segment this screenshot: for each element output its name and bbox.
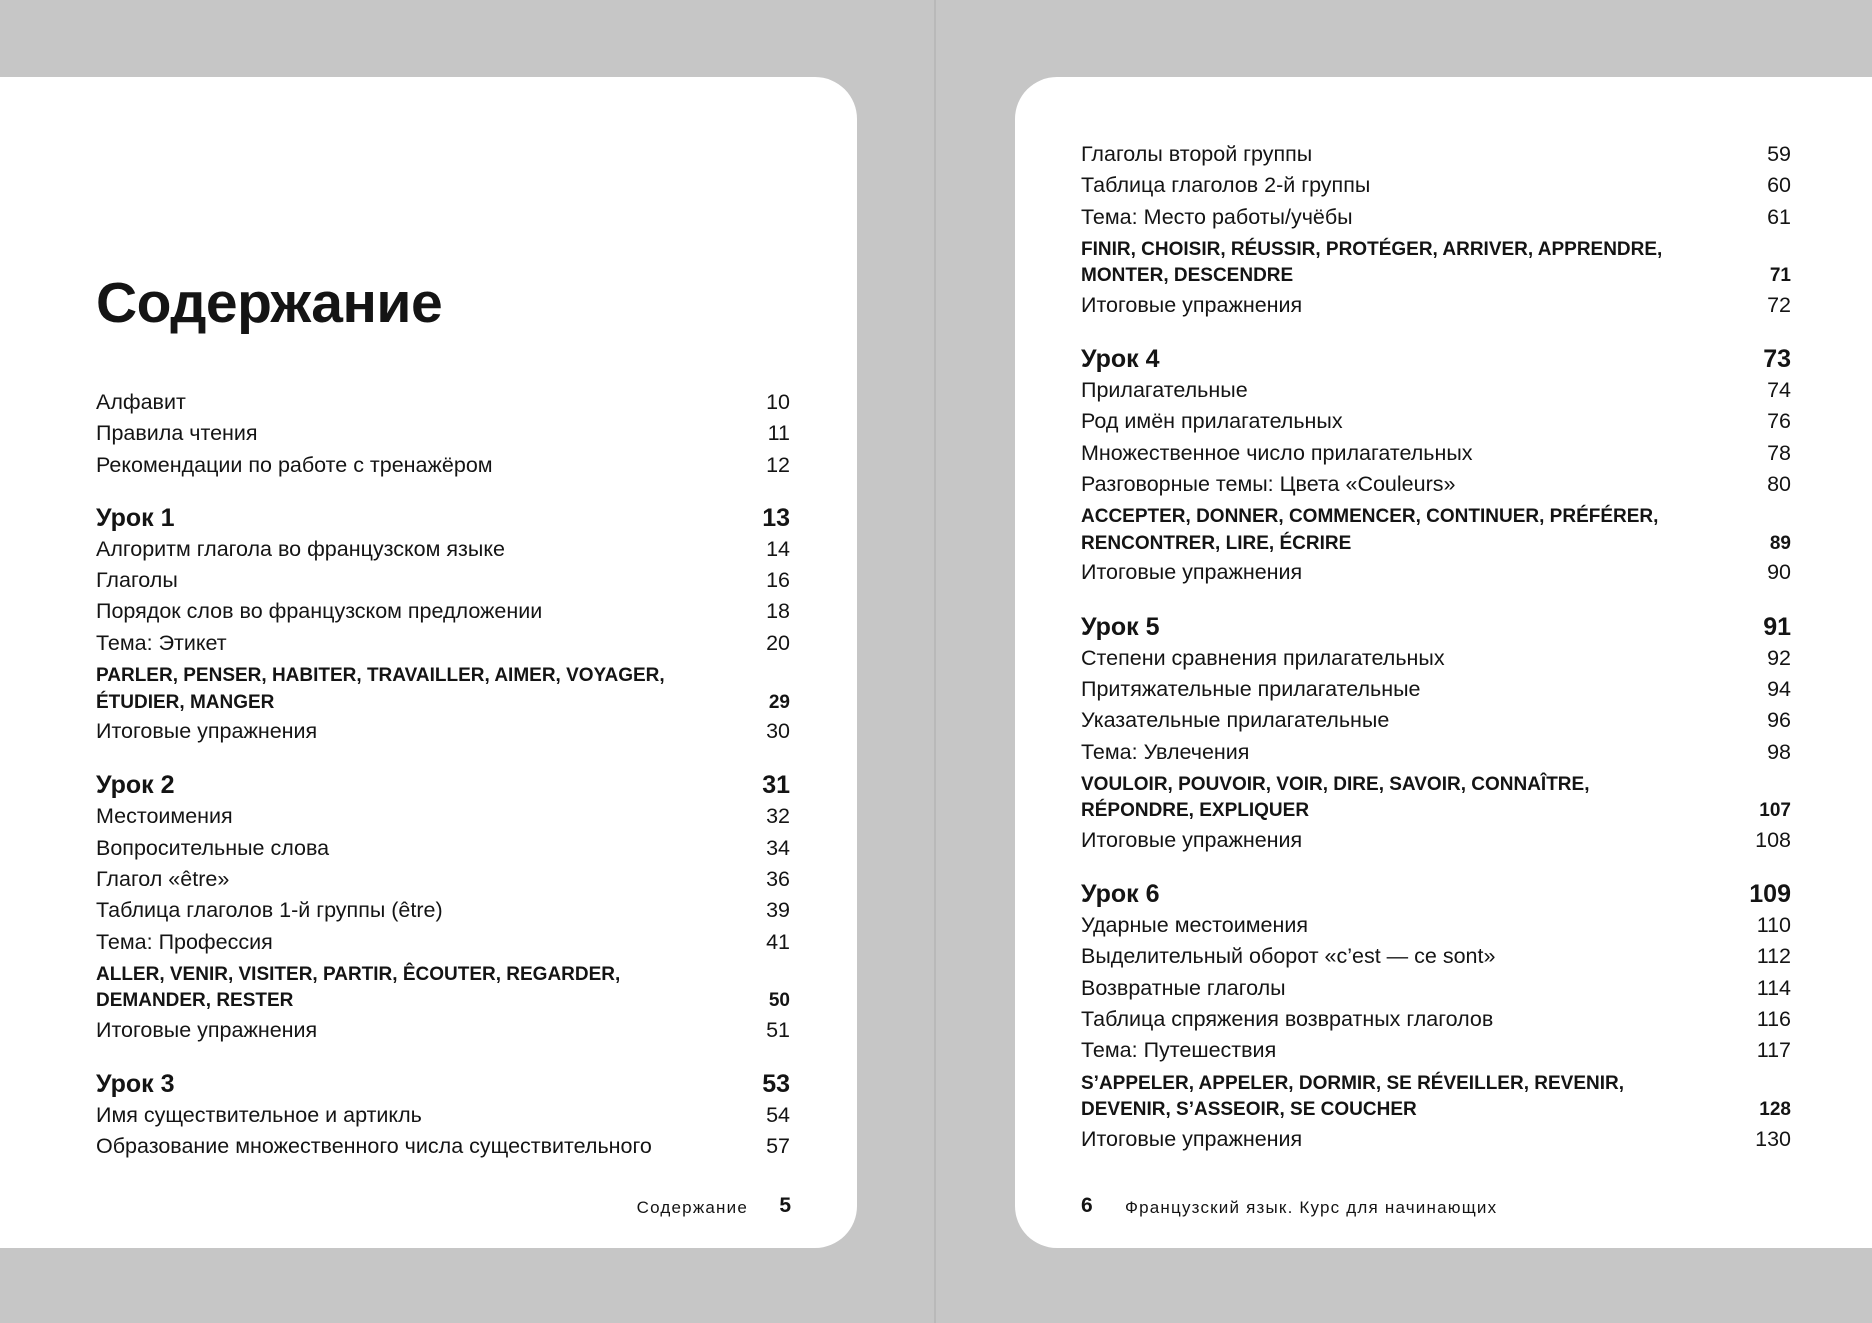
toc-lesson-heading <box>96 503 790 534</box>
footer-book-title: Французский язык. Курс для начинающих <box>1125 1198 1498 1217</box>
toc-entry-page: 41 <box>766 929 790 954</box>
toc-entry <box>1081 438 1791 469</box>
toc-entry-title: Местоимения <box>96 804 233 829</box>
toc-entry-title: Итоговые упражнения <box>1081 1126 1303 1151</box>
toc-entry <box>1081 825 1791 856</box>
toc-entry-title: Тема: Путешествия <box>1081 1038 1277 1063</box>
toc-entry-title: Ударные местоимения <box>1081 913 1309 938</box>
toc-entry <box>96 565 790 596</box>
toc-entry-page: 130 <box>1755 1126 1791 1151</box>
toc-entry-title: Тема: Профессия <box>96 929 273 954</box>
toc-entry-title: Урок 3 <box>96 1070 175 1099</box>
toc-entry-title: Итоговые упражнения <box>1081 560 1303 585</box>
toc-entry-page: 16 <box>766 568 790 593</box>
toc-entry <box>96 450 790 481</box>
toc-entry <box>96 596 790 627</box>
toc-entry-title: ALLER, VENIR, VISITER, PARTIR, ÊCOUTER, REGARDER, DEMANDER, RESTER <box>96 963 621 1012</box>
toc-entry-title: Рекомендации по работе с тренажёром <box>96 452 493 477</box>
toc-entry-title: Прилагательные <box>1081 378 1248 403</box>
toc-entry-page: 30 <box>766 719 790 744</box>
toc-entry <box>1081 1004 1791 1035</box>
toc-entry <box>1081 469 1791 500</box>
toc-entry-title: Порядок слов во французском предложении <box>96 599 543 624</box>
toc-entry <box>1081 139 1791 170</box>
toc-entry <box>96 534 790 565</box>
toc-entry <box>96 418 790 449</box>
toc-entry-page: 31 <box>762 771 790 800</box>
toc-entry <box>1081 170 1791 201</box>
toc-entry-title: Тема: Место работы/учёбы <box>1081 204 1353 229</box>
toc-entry-title: FINIR, CHOISIR, RÉUSSIR, PROTÉGER, ARRIVER, APPRENDRE, MONTER, DESCENDRE <box>1081 238 1663 287</box>
toc-entry-title: Таблица глаголов 2-й группы <box>1081 173 1371 198</box>
toc-entry-title: Итоговые упражнения <box>1081 827 1303 852</box>
toc-entry-page: 57 <box>766 1134 790 1159</box>
toc-entry-page: 50 <box>768 990 790 1012</box>
toc-entry <box>96 628 790 659</box>
toc-entry-title: Глаголы второй группы <box>1081 142 1313 166</box>
toc-entry <box>96 716 790 747</box>
toc-entry-title: Вопросительные слова <box>96 835 330 860</box>
toc-entry-page: 11 <box>767 421 790 446</box>
toc-verb-list <box>96 962 790 1015</box>
toc-entry-page: 78 <box>1767 440 1791 465</box>
toc-entry-page: 76 <box>1767 409 1791 434</box>
toc-verb-list <box>1081 772 1791 825</box>
toc-entry <box>1081 290 1791 321</box>
toc-entry-page: 91 <box>1763 612 1791 641</box>
left-page <box>0 77 857 1248</box>
toc-entry-title: Притяжательные прилагательные <box>1081 676 1421 701</box>
toc-entry <box>1081 406 1791 437</box>
toc-entry-title: Алфавит <box>96 390 186 414</box>
toc-entry <box>96 801 790 832</box>
toc-entry-page: 108 <box>1755 827 1791 852</box>
toc-entry <box>96 387 790 418</box>
toc-entry-page: 94 <box>1767 676 1791 701</box>
toc-entry-title: Алгоритм глагола во французском языке <box>96 536 505 561</box>
toc-entry-page: 14 <box>766 536 790 561</box>
toc-entry-title: Возвратные глаголы <box>1081 975 1286 1000</box>
toc-entry-title: Степени сравнения прилагательных <box>1081 645 1445 670</box>
toc-verb-list <box>1081 237 1791 290</box>
toc-entry-page: 109 <box>1749 880 1791 909</box>
toc-entry <box>1081 643 1791 674</box>
page-title: Содержание <box>96 271 443 335</box>
toc-entry <box>1081 737 1791 768</box>
toc-list-left <box>96 387 790 1163</box>
toc-entry-page: 89 <box>1769 532 1791 554</box>
toc-entry-title: Множественное число прилагательных <box>1081 440 1473 465</box>
toc-entry-page: 13 <box>762 503 790 532</box>
toc-entry-page: 12 <box>766 452 790 477</box>
toc-entry-page: 98 <box>1767 739 1791 764</box>
footer-section-title: Содержание <box>636 1198 748 1217</box>
toc-entry-page: 128 <box>1759 1099 1791 1121</box>
toc-entry-page: 90 <box>1767 560 1791 585</box>
toc-entry <box>1081 202 1791 233</box>
toc-verb-list <box>1081 1071 1791 1124</box>
toc-entry-title: Выделительный оборот «c’est — ce sont» <box>1081 944 1496 969</box>
toc-entry-page: 80 <box>1767 472 1791 497</box>
toc-lesson-heading <box>1081 344 1791 375</box>
toc-entry-page: 116 <box>1756 1007 1791 1032</box>
toc-entry-page: 10 <box>766 390 790 414</box>
toc-entry-title: Указательные прилагательные <box>1081 708 1390 733</box>
toc-entry <box>96 1015 790 1046</box>
toc-list-right <box>1081 139 1791 1155</box>
toc-entry <box>96 1100 790 1131</box>
toc-entry-page: 53 <box>762 1070 790 1099</box>
toc-entry-page: 34 <box>766 835 790 860</box>
toc-entry-title: Итоговые упражнения <box>96 719 318 744</box>
toc-entry-title: Урок 5 <box>1081 612 1160 641</box>
toc-entry-page: 18 <box>766 599 790 624</box>
toc-entry-title: Итоговые упражнения <box>1081 292 1303 317</box>
toc-entry-page: 20 <box>766 630 790 655</box>
toc-entry-page: 71 <box>1769 265 1791 287</box>
toc-verb-list <box>96 663 790 716</box>
toc-entry-page: 36 <box>766 866 790 891</box>
toc-entry-page: 92 <box>1767 645 1791 670</box>
toc-entry <box>1081 910 1791 941</box>
toc-entry-title: Таблица глаголов 1-й группы (être) <box>96 898 443 923</box>
toc-entry-title: Урок 6 <box>1081 880 1160 909</box>
toc-entry-page: 117 <box>1756 1038 1791 1063</box>
toc-entry-title: VOULOIR, POUVOIR, VOIR, DIRE, SAVOIR, CONNAÎTRE, RÉPONDRE, EXPLIQUER <box>1081 773 1590 822</box>
toc-entry-title: ACCEPTER, DONNER, COMMENCER, CONTINUER, PRÉFÉRER, RENCONTRER, LIRE, ÉCRIRE <box>1081 506 1659 554</box>
toc-entry-title: PARLER, PENSER, HABITER, TRAVAILLER, AIMER, VOYAGER, ÉTUDIER, MANGER <box>96 665 665 713</box>
toc-lesson-heading <box>1081 879 1791 910</box>
toc-entry <box>1081 557 1791 588</box>
page-number: 5 <box>779 1194 791 1217</box>
toc-entry <box>1081 705 1791 736</box>
toc-lesson-heading <box>96 1069 790 1100</box>
toc-entry-title: Урок 4 <box>1081 345 1160 374</box>
toc-entry-page: 61 <box>1767 204 1791 229</box>
toc-entry <box>1081 941 1791 972</box>
toc-entry-title: Тема: Этикет <box>96 630 227 655</box>
toc-entry-page: 39 <box>766 898 790 923</box>
toc-entry <box>96 927 790 958</box>
toc-entry-title: Урок 1 <box>96 503 175 532</box>
toc-entry-title: Глагол «être» <box>96 866 230 891</box>
toc-verb-list <box>1081 504 1791 557</box>
toc-entry-page: 72 <box>1767 292 1791 317</box>
toc-entry-page: 29 <box>768 691 790 713</box>
toc-entry-page: 107 <box>1759 800 1791 822</box>
toc-entry <box>1081 1124 1791 1155</box>
toc-entry <box>96 1131 790 1162</box>
page-number: 6 <box>1081 1194 1093 1217</box>
toc-entry-title: Глаголы <box>96 568 178 593</box>
toc-entry-title: Урок 2 <box>96 771 175 800</box>
toc-entry-page: 74 <box>1767 378 1791 403</box>
toc-entry-title: Тема: Увлечения <box>1081 739 1250 764</box>
toc-entry <box>1081 375 1791 406</box>
toc-entry <box>1081 973 1791 1004</box>
toc-entry <box>96 895 790 926</box>
toc-lesson-heading <box>1081 612 1791 643</box>
toc-entry-page: 110 <box>1756 913 1791 938</box>
toc-entry-title: Имя существительное и артикль <box>96 1103 422 1128</box>
toc-entry-title: Род имён прилагательных <box>1081 409 1343 434</box>
toc-entry-page: 114 <box>1756 975 1791 1000</box>
toc-entry-title: Разговорные темы: Цвета «Couleurs» <box>1081 472 1456 497</box>
toc-entry-page: 112 <box>1756 944 1791 969</box>
toc-entry <box>1081 674 1791 705</box>
toc-entry <box>1081 1035 1791 1066</box>
toc-entry-title: Итоговые упражнения <box>96 1017 318 1042</box>
right-page <box>1015 77 1872 1248</box>
toc-entry-title: Правила чтения <box>96 421 258 446</box>
toc-entry-title: Образование множественного числа существительного <box>96 1134 652 1159</box>
toc-entry <box>96 864 790 895</box>
book-gutter <box>934 0 936 1323</box>
toc-entry-page: 54 <box>766 1103 790 1128</box>
toc-entry-page: 32 <box>766 804 790 829</box>
toc-lesson-heading <box>96 770 790 801</box>
toc-entry-page: 59 <box>1767 142 1791 166</box>
toc-entry-page: 51 <box>766 1017 790 1042</box>
toc-entry-title: S’APPELER, APPELER, DORMIR, SE RÉVEILLER, REVENIR, DEVENIR, S’ASSEOIR, SE COUCHER <box>1081 1072 1624 1121</box>
toc-entry-page: 73 <box>1763 345 1791 374</box>
toc-entry-page: 60 <box>1767 173 1791 198</box>
toc-entry-page: 96 <box>1767 708 1791 733</box>
toc-entry <box>96 833 790 864</box>
toc-entry-title: Таблица спряжения возвратных глаголов <box>1081 1007 1494 1032</box>
